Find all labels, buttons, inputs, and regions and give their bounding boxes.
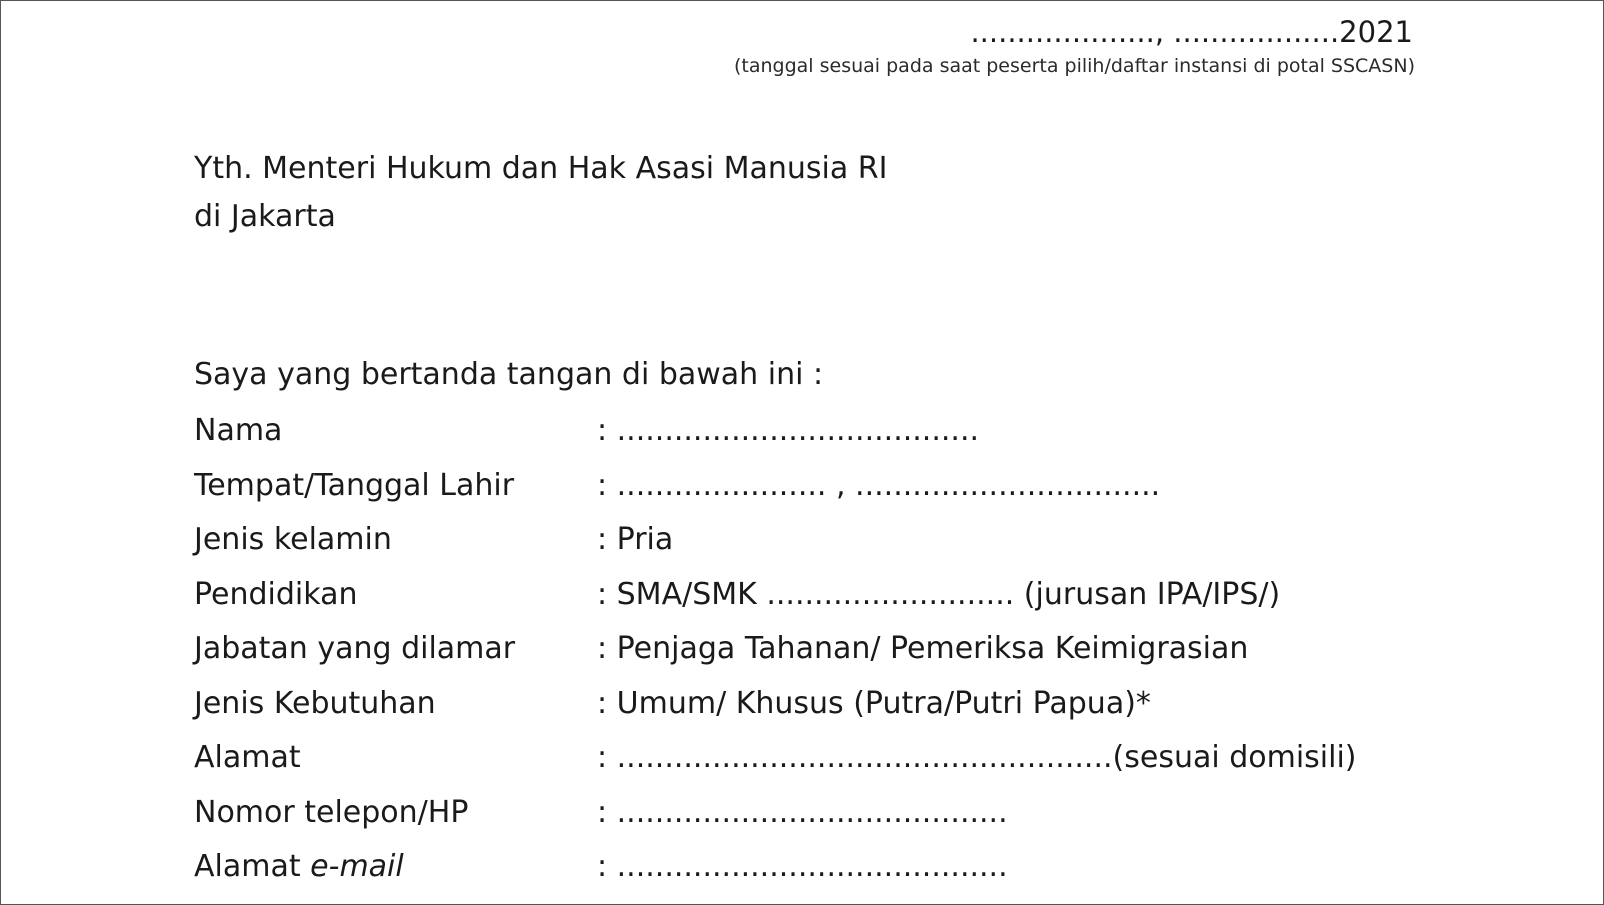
field-label-alamat: Alamat <box>194 740 301 775</box>
field-row-pendidikan <box>194 577 1494 632</box>
date-line: ...................., ..................2021 <box>970 15 1413 49</box>
field-value-alamat: : ....................................................(sesuai domisili) <box>597 740 1357 775</box>
field-row-nomor-telepon <box>194 795 1494 850</box>
field-row-nama <box>194 413 1494 468</box>
field-label-jenis-kebutuhan: Jenis Kebutuhan <box>194 685 436 721</box>
intro-text: Saya yang bertanda tangan di bawah ini : <box>194 357 824 392</box>
field-value-tempat-tanggal-lahir: : ...................... , ................................ <box>597 467 1161 503</box>
field-row-jenis-kebutuhan <box>194 686 1494 741</box>
field-label-nomor-telepon: Nomor telepon/HP <box>194 794 469 830</box>
field-row-jabatan <box>194 631 1494 686</box>
field-row-jenis-kelamin <box>194 522 1494 577</box>
field-value-jenis-kebutuhan: : Umum/ Khusus (Putra/Putri Papua)* <box>597 685 1151 721</box>
date-note: (tanggal sesuai pada saat peserta pilih/daftar instansi di potal SSCASN) <box>734 55 1415 77</box>
field-value-jabatan: : Penjaga Tahanan/ Pemeriksa Keimigrasian <box>597 631 1249 666</box>
addressee-line-2: di Jakarta <box>194 199 336 234</box>
addressee-line-1: Yth. Menteri Hukum dan Hak Asasi Manusia RI <box>194 151 888 186</box>
field-row-alamat <box>194 740 1494 795</box>
applicant-fields <box>194 413 1494 904</box>
field-label-jabatan: Jabatan yang dilamar <box>194 631 516 666</box>
field-row-tempat-tanggal-lahir <box>194 468 1494 523</box>
field-value-pendidikan: : SMA/SMK .......................... (jurusan IPA/IPS/) <box>597 576 1281 612</box>
addressee-block <box>194 145 888 241</box>
field-label-alamat-email-prefix: Alamat <box>194 849 311 884</box>
field-label-tempat-tanggal-lahir: Tempat/Tanggal Lahir <box>194 467 515 503</box>
field-label-nama: Nama <box>194 413 283 448</box>
field-label-alamat-email <box>194 849 404 884</box>
field-label-jenis-kelamin: Jenis kelamin <box>194 522 392 557</box>
field-label-pendidikan: Pendidikan <box>194 576 358 612</box>
field-value-nama: : ...................................... <box>597 413 980 448</box>
field-value-alamat-email: : ......................................... <box>597 849 1008 884</box>
field-label-alamat-email-italic: e-mail <box>310 849 404 884</box>
field-value-jenis-kelamin: : Pria <box>597 522 674 557</box>
field-value-nomor-telepon: : ......................................... <box>597 794 1008 830</box>
field-row-alamat-email <box>194 849 1494 904</box>
